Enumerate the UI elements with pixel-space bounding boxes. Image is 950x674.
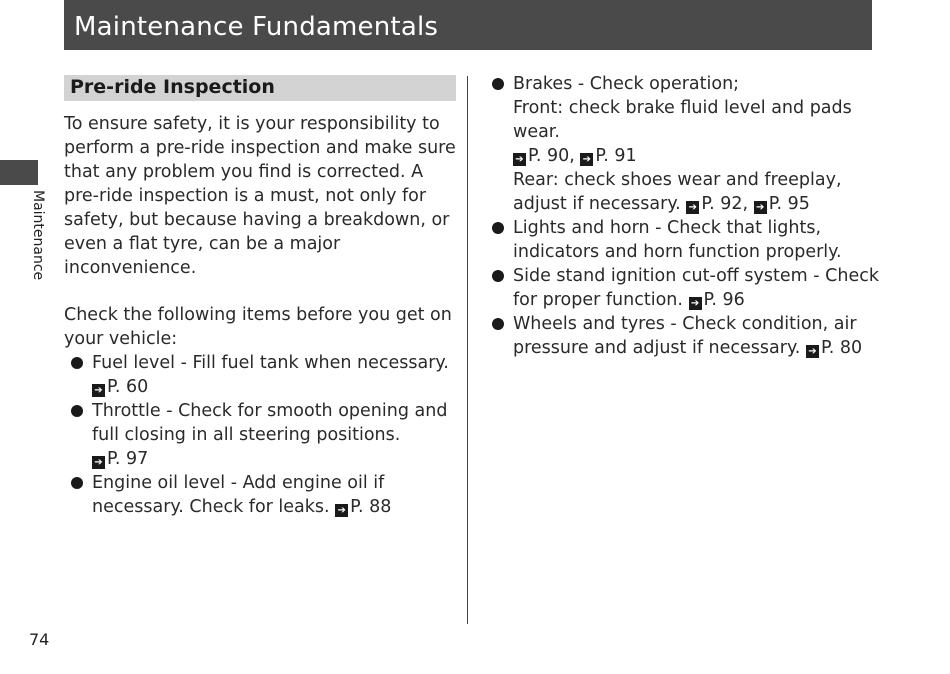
bullet-icon (492, 78, 504, 90)
item-text: Fuel level - Fill fuel tank when necessary. (92, 353, 449, 373)
list-item (491, 312, 881, 360)
page-number: 74 (29, 630, 50, 649)
bullet-icon (71, 405, 83, 417)
arrow-right-box-icon: ➔ (335, 504, 348, 517)
arrow-right-box-icon: ➔ (806, 345, 819, 358)
side-tab-label: Maintenance (30, 190, 46, 281)
column-divider (467, 76, 468, 624)
section-heading (64, 75, 456, 101)
intro-paragraph: To ensure safety, it is your responsibility to perform a pre-ride inspection and make sure that any problem you find is corrected. A pre-ride inspection is a must, not only for safety, but because having a breakdown, or even a flat tyre, can be a major inconvenience. (64, 114, 456, 278)
page-reference[interactable]: ➔ P. 92, (686, 194, 748, 214)
item-text: Side stand ignition cut-off system - Check for proper function. (513, 266, 879, 310)
bullet-icon (71, 357, 83, 369)
page-reference[interactable]: ➔ P. 90, (513, 146, 575, 166)
page-reference[interactable]: ➔ P. 60 (92, 375, 456, 399)
side-tab-marker (0, 160, 38, 185)
page-reference[interactable]: ➔ P. 88 (335, 497, 391, 517)
section-heading-text: Pre-ride Inspection (70, 76, 275, 98)
title-bar (64, 0, 872, 50)
list-item (491, 216, 881, 264)
arrow-right-box-icon: ➔ (689, 297, 702, 310)
arrow-right-box-icon: ➔ (513, 153, 526, 166)
left-column (64, 75, 456, 519)
checklist-right (491, 72, 881, 360)
list-item (64, 399, 456, 471)
arrow-right-box-icon: ➔ (580, 153, 593, 166)
right-column (491, 72, 881, 360)
item-text: Rear: check shoes wear and freeplay, adjust if necessary. (513, 170, 842, 214)
list-item (64, 351, 456, 399)
checklist-left (64, 351, 456, 519)
bullet-icon (71, 477, 83, 489)
page-title: Maintenance Fundamentals (74, 12, 439, 42)
item-text: Throttle - Check for smooth opening and full closing in all steering positions. (92, 401, 448, 445)
bullet-icon (492, 318, 504, 330)
page-reference[interactable]: ➔ P. 80 (806, 338, 862, 358)
arrow-right-box-icon: ➔ (754, 201, 767, 214)
page-reference[interactable]: ➔ P. 97 (92, 449, 148, 469)
arrow-right-box-icon: ➔ (686, 201, 699, 214)
item-text: Lights and horn - Check that lights, indicators and horn function properly. (513, 218, 842, 262)
list-item (491, 72, 881, 216)
bullet-icon (492, 270, 504, 282)
arrow-right-box-icon: ➔ (92, 384, 105, 397)
item-text: Engine oil level - Add engine oil if necessary. Check for leaks. (92, 473, 385, 517)
arrow-right-box-icon: ➔ (92, 456, 105, 469)
item-text: Wheels and tyres - Check condition, air pressure and adjust if necessary. (513, 314, 857, 358)
list-item (491, 264, 881, 312)
bullet-icon (492, 222, 504, 234)
item-text: Front: check brake fluid level and pads wear. (513, 98, 852, 142)
page-reference[interactable]: ➔ P. 96 (689, 290, 745, 310)
page-reference[interactable]: ➔ P. 95 (754, 194, 810, 214)
lead-paragraph: Check the following items before you get on your vehicle: (64, 305, 452, 349)
list-item (64, 471, 456, 519)
page-reference[interactable]: ➔ P. 91 (580, 146, 636, 166)
item-text: Brakes - Check operation; (513, 74, 740, 94)
